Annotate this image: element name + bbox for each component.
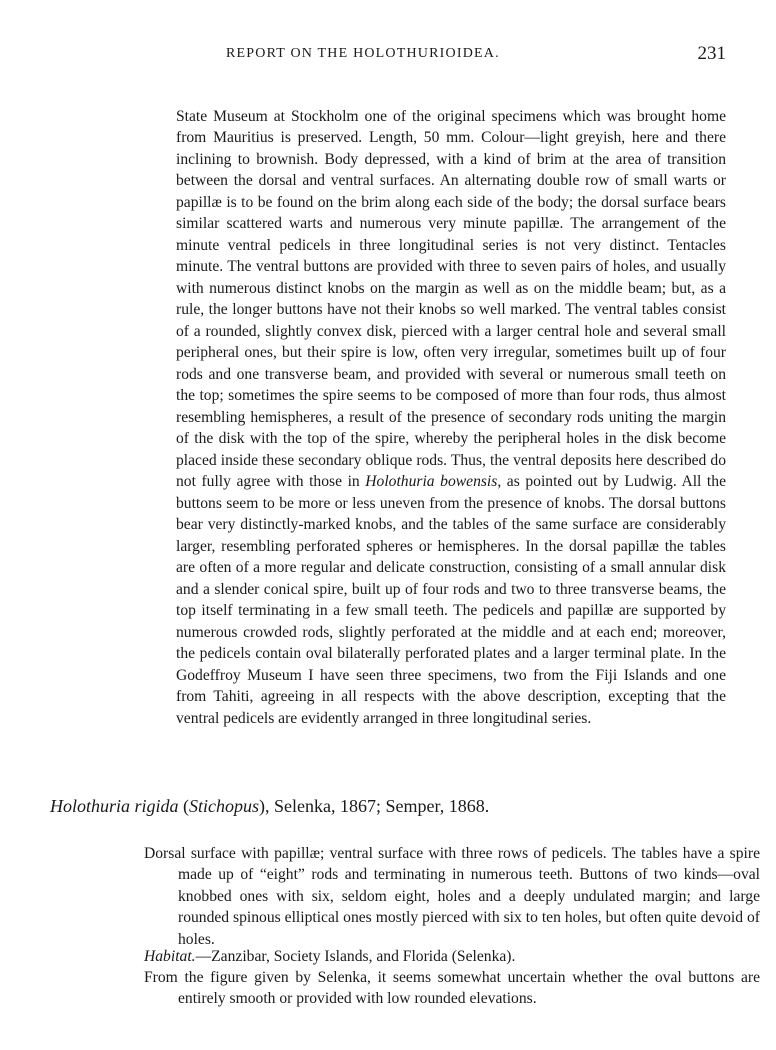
- remark-paragraph: From the figure given by Selenka, it seems somewhat uncertain whether the oval buttons are entirely smooth or provided with low rounded elevations.: [144, 968, 760, 1008]
- species-subgenus: Stichopus: [189, 796, 260, 816]
- main-paragraph: [176, 106, 726, 730]
- species-description: Dorsal surface with papillæ; ventral surface with three rows of pedicels. The tables have a spire made up of “eight” rods and terminating in numerous teeth. Buttons of two kinds—oval knobbed ones with six, seldom eight, holes and a deeply undulated margin; and large rounded spinous elliptical ones mostly pierced with six to ten holes, but often quite devoid of holes.: [144, 844, 760, 948]
- habitat-label: Habitat.: [144, 947, 196, 965]
- species-heading: [50, 796, 489, 817]
- species-name: Holothuria rigida: [50, 796, 179, 816]
- species-reference-italic: Holothuria bowensis: [365, 473, 498, 491]
- main-paragraph-text-a: State Museum at Stockholm one of the original specimens which was brought home from Mauritius is preserved. Length, 50 mm. Colour—light greyish, here and there inclining to brownish. Body depressed, with a kind of brim at the area of transition between the dorsal and ventral surfaces. An alternating double row of small warts or papillæ is to be found on the brim along each side of the body; the dorsal surface bears similar scattered warts and numerous very minute papillæ. The arrangement of the minute ventral pedicels in three longitudinal series is not very distinct. Tentacles minute. The ventral buttons are provided with three to seven pairs of holes, and usually with numerous distinct knobs on the margin as well as on the middle beam; but, as a rule, the longer buttons have not their knobs so well marked. The ventral tables consist of a rounded, slightly convex disk, pierced with a larger central hole and several small peripheral ones, but their spire is low, often very irregular, sometimes built up of four rods and one transverse beam, and provided with several or numerous small teeth on the top; sometimes the spire seems to be composed of more than four rods, thus almost resembling hemispheres, a result of the presence of secondary rods uniting the margin of the disk with the top of the spire, whereby the peripheral holes in the disk become placed inside these secondary oblique rods. Thus, the ventral deposits here described do not fully agree with those in: [176, 107, 726, 491]
- habitat-text: —Zanzibar, Society Islands, and Florida (Selenka).: [195, 947, 516, 965]
- running-header: [0, 44, 776, 68]
- page-number: 231: [697, 43, 726, 64]
- species-authorities: ), Selenka, 1867; Semper, 1868.: [259, 796, 490, 816]
- running-title: REPORT ON THE HOLOTHURIOIDEA.: [226, 46, 500, 61]
- species-paren-open: (: [178, 796, 190, 816]
- habitat-line: [144, 946, 726, 968]
- main-paragraph-text-b: , as pointed out by Ludwig. All the buttons seem to be more or less uneven from the presence of knobs. The dorsal buttons bear very distinctly-marked knobs, and the tables of the same surface are considerably larger, resembling perforated spheres or hemispheres. In the dorsal papillæ the tables are often of a more regular and delicate construction, consisting of a small annular disk and a slender conical spire, built up of four rods and two to three transverse beams, the top itself terminating in a few small teeth. The pedicels and papillæ are supported by numerous crowded rods, slightly perforated at the middle and at each end; moreover, the pedicels contain oval bilaterally perforated plates and a larger terminal plate. In the Godeffroy Museum I have seen three specimens, two from the Fiji Islands and one from Tahiti, agreeing in all respects with the above description, excepting that the ventral pedicels are evidently arranged in three longitudinal series.: [176, 473, 726, 727]
